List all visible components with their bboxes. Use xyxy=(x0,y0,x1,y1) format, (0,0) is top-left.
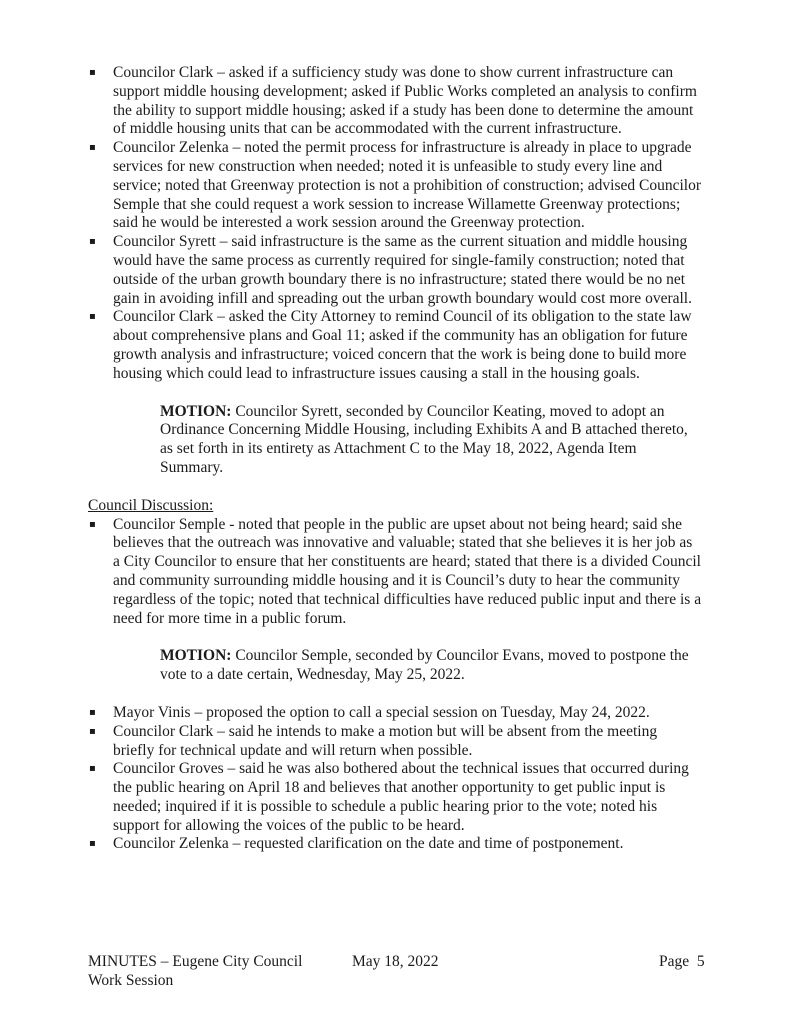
bullet-icon: ▪ xyxy=(89,518,96,530)
motion-paragraph xyxy=(160,403,702,478)
bullet-icon: ▪ xyxy=(89,67,96,78)
bullet-item xyxy=(88,233,702,308)
bullet-text: Councilor Clark – said he intends to make a motion but will be absent from the meeting briefly for technical update and will return when possible. xyxy=(113,722,658,759)
bullet-text: Mayor Vinis – proposed the option to call a special session on Tuesday, May 24, 2022. xyxy=(113,703,650,721)
bullet-text: Councilor Semple - noted that people in the public are upset about not being heard; said she believes that the outreach was innovative and valuable; stated that she believes it is her job as a City Councilor to ensure that her constituents are heard; stated that there is a divided Council and community surrounding middle housing and it is Council’s duty to hear the community regardless of the topic; noted that technical difficulties have reduced public input and there is a need for more time in a public forum. xyxy=(113,515,702,627)
page-footer xyxy=(88,953,705,993)
bullet-text: Councilor Groves – said he was also bothered about the technical issues that occurred during the public hearing on April 18 and believes that another opportunity to get public input is needed; inquired if it is possible to schedule a public hearing prior to the vote; noted his support for allowing the voices of the public to be heard. xyxy=(113,760,689,834)
motion-text: Councilor Syrett, seconded by Councilor Keating, moved to adopt an Ordinance Concerning Middle Housing, including Exhibits A and B attached thereto, as set forth in its entirety as Attachment C to the May 18, 2022, Agenda Item Summary. xyxy=(160,402,688,476)
footer-date: May 18, 2022 xyxy=(352,953,439,970)
bullet-icon: ▪ xyxy=(89,763,96,775)
bullet-icon: ▪ xyxy=(89,311,96,323)
bullet-item xyxy=(88,835,702,854)
motion-paragraph xyxy=(160,647,702,685)
footer-page: Page 5 xyxy=(659,953,705,970)
postponement-comments-list xyxy=(88,704,702,854)
footer-doc-title: MINUTES – Eugene City Council xyxy=(88,953,303,970)
bullet-text: Councilor Clark – asked if a sufficiency study was done to show current infrastructure can support middle housing development; asked if Public Works completed an analysis to confirm the ability to support middle housing; asked if a study has been done to determine the amount of middle housing units that can be accommodated with the current infrastructure. xyxy=(113,64,697,138)
motion-label: MOTION: xyxy=(160,402,232,420)
bullet-text: Councilor Zelenka – requested clarification on the date and time of postponement. xyxy=(113,835,624,853)
bullet-item xyxy=(88,704,702,723)
bullet-text: Councilor Clark – asked the City Attorney to remind Council of its obligation to the state law about comprehensive plans and Goal 11; asked if the community has an obligation for future growth analysis and infrastructure; voiced concern that the work is being done to build more housing which could lead to infrastructure issues causing a stall in the housing goals. xyxy=(113,308,692,382)
bullet-icon: ▪ xyxy=(89,725,96,737)
bullet-icon: ▪ xyxy=(89,706,96,718)
bullet-item xyxy=(88,64,702,139)
bullet-item xyxy=(88,308,702,383)
footer-left xyxy=(88,953,302,991)
council-discussion-list xyxy=(88,516,702,629)
footer-doc-subtitle: Work Session xyxy=(88,971,174,989)
bullet-icon: ▪ xyxy=(89,236,96,248)
councilor-comments-list xyxy=(88,64,702,384)
document-page xyxy=(88,64,702,854)
motion-text: Councilor Semple, seconded by Councilor Evans, moved to postpone the vote to a date certain, Wednesday, May 25, 2022. xyxy=(160,647,689,684)
bullet-icon: ▪ xyxy=(89,142,96,154)
bullet-item xyxy=(88,139,702,233)
bullet-icon: ▪ xyxy=(89,838,96,850)
bullet-item xyxy=(88,516,702,629)
bullet-item xyxy=(88,760,702,835)
bullet-text: Councilor Zelenka – noted the permit process for infrastructure is already in place to upgrade services for new construction when needed; noted it is unfeasible to study every line and service; noted that Greenway protection is not a prohibition of construction; advised Councilor Semple that she could request a work session to increase Willamette Greenway protections; said he would be interested a work session around the Greenway protection. xyxy=(113,139,701,232)
bullet-text: Councilor Syrett – said infrastructure is the same as the current situation and middle housing would have the same process as currently required for single-family construction; noted that outside of the urban growth boundary there is no infrastructure; stated there would be no net gain in avoiding infill and spreading out the urban growth boundary would cost more overall. xyxy=(113,233,692,307)
section-heading: Council Discussion: xyxy=(88,496,214,514)
bullet-item xyxy=(88,723,702,761)
motion-label: MOTION: xyxy=(160,647,232,665)
